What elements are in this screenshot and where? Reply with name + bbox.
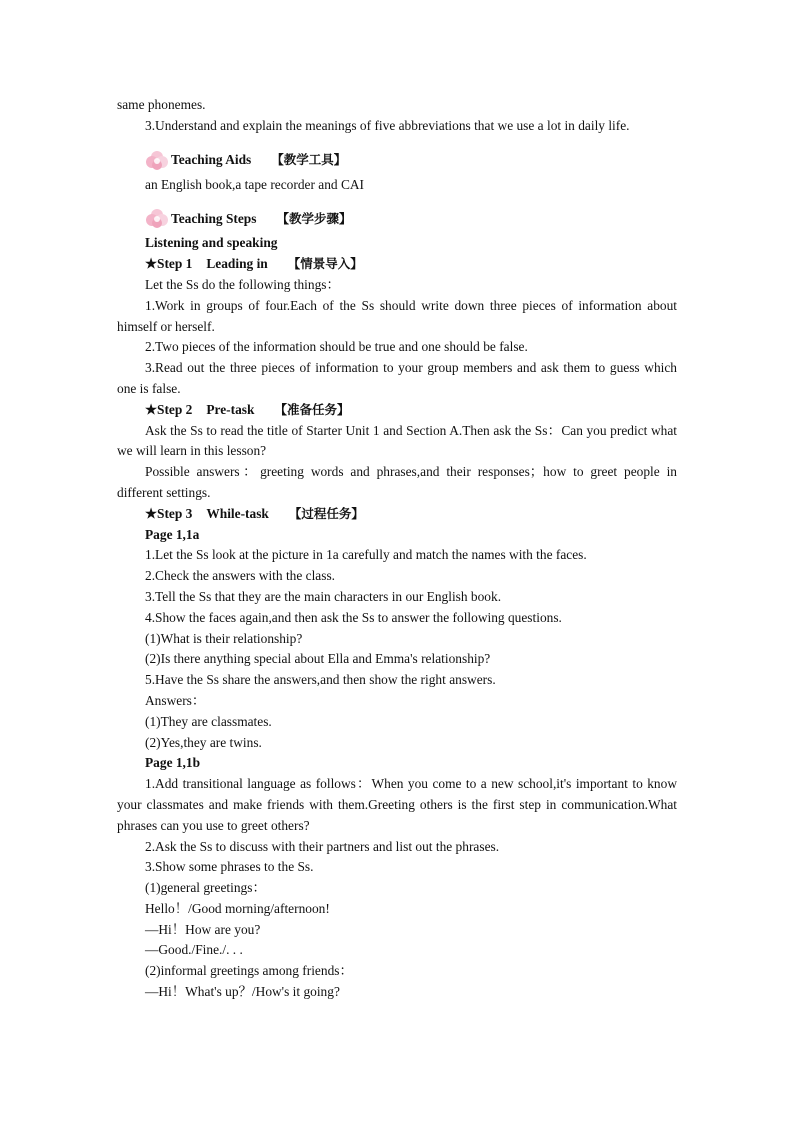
text-line: (1)general greetings：: [145, 880, 266, 896]
text-line: 2.Two pieces of the information should be true and one should be false.: [145, 339, 528, 355]
text-line: 2.Ask the Ss to discuss with their partners and list out the phrases.: [145, 838, 500, 854]
text-line: Ask the Ss to read the title of Starter Unit 1 and Section A.Then ask the Ss：Can you predict what we will learn in this lesson?: [117, 422, 677, 459]
text-line: (2)informal greetings among friends：: [145, 963, 353, 979]
objective-3: 3.Understand and explain the meanings of five abbreviations that we use a lot in daily life.: [145, 117, 630, 133]
text-line: (1)What is their relationship?: [145, 630, 303, 646]
listening-speaking-heading: Listening and speaking: [145, 235, 278, 251]
text-line: Answers：: [145, 692, 206, 708]
text-line: 5.Have the Ss share the answers,and then show the right answers.: [145, 672, 496, 688]
pink-flower-icon: [145, 207, 169, 231]
text-line: 3.Read out the three pieces of information to your group members and ask them to guess which one is false.: [117, 360, 677, 396]
text-line: 3.Tell the Ss that they are the main characters in our English book.: [145, 588, 502, 604]
step-name: Leading in: [206, 256, 268, 272]
heading-chinese: 【教学步骤】: [276, 210, 352, 226]
step-1-heading: [117, 254, 677, 275]
text-line: 4.Show the faces again,and then ask the Ss to answer the following questions.: [145, 609, 562, 625]
text-line: 1.Let the Ss look at the picture in 1a carefully and match the names with the faces.: [145, 547, 587, 563]
pink-flower-icon: [145, 149, 169, 173]
step-name: While-task: [206, 505, 269, 521]
text-line: (2)Yes,they are twins.: [145, 734, 262, 750]
heading-chinese: 【教学工具】: [271, 151, 347, 167]
step-label: ★Step 3: [145, 505, 193, 521]
text-line: (2)Is there anything special about Ella and Emma's relationship?: [145, 651, 491, 667]
text-line: —Hi！What's up？/How's it going?: [145, 984, 340, 1000]
page-1b-heading: Page 1,1b: [145, 755, 201, 771]
text-line: same phonemes.: [117, 97, 206, 112]
text-line: Hello！/Good morning/afternoon!: [145, 900, 330, 916]
teaching-aids-text: an English book,a tape recorder and CAI: [145, 176, 365, 192]
step-chinese: 【准备任务】: [274, 401, 350, 417]
text-line: —Hi！How are you?: [145, 921, 261, 937]
section-heading-teaching-aids: [117, 145, 677, 171]
step-label: ★Step 1: [145, 256, 193, 272]
text-line: Let the Ss do the following things：: [145, 276, 340, 292]
step-chinese: 【情景导入】: [287, 256, 363, 272]
text-line: —Good./Fine./. . .: [145, 942, 243, 958]
step-name: Pre-task: [206, 401, 255, 417]
heading-title: Teaching Steps: [171, 210, 257, 226]
text-line: 2.Check the answers with the class.: [145, 568, 336, 584]
text-line: 1.Work in groups of four.Each of the Ss should write down three pieces of information about himself or herself.: [117, 297, 677, 334]
document-body: [117, 95, 677, 1003]
text-line: 3.Show some phrases to the Ss.: [145, 859, 314, 875]
step-3-heading: [117, 504, 677, 525]
page-1a-heading: Page 1,1a: [145, 526, 200, 542]
step-label: ★Step 2: [145, 401, 193, 417]
text-line: (1)They are classmates.: [145, 713, 272, 729]
step-chinese: 【过程任务】: [288, 505, 364, 521]
section-heading-teaching-steps: [117, 203, 677, 229]
step-2-heading: [117, 400, 677, 421]
text-line: 1.Add transitional language as follows：When you come to a new school,it's important to know your classmates and make friends with them.Greeting others is the first step in communication.What phrases can you use to greet others?: [117, 776, 677, 833]
heading-title: Teaching Aids: [171, 151, 252, 167]
text-line: Possible answers：greeting words and phrases,and their responses；how to greet people in different settings.: [117, 464, 677, 500]
